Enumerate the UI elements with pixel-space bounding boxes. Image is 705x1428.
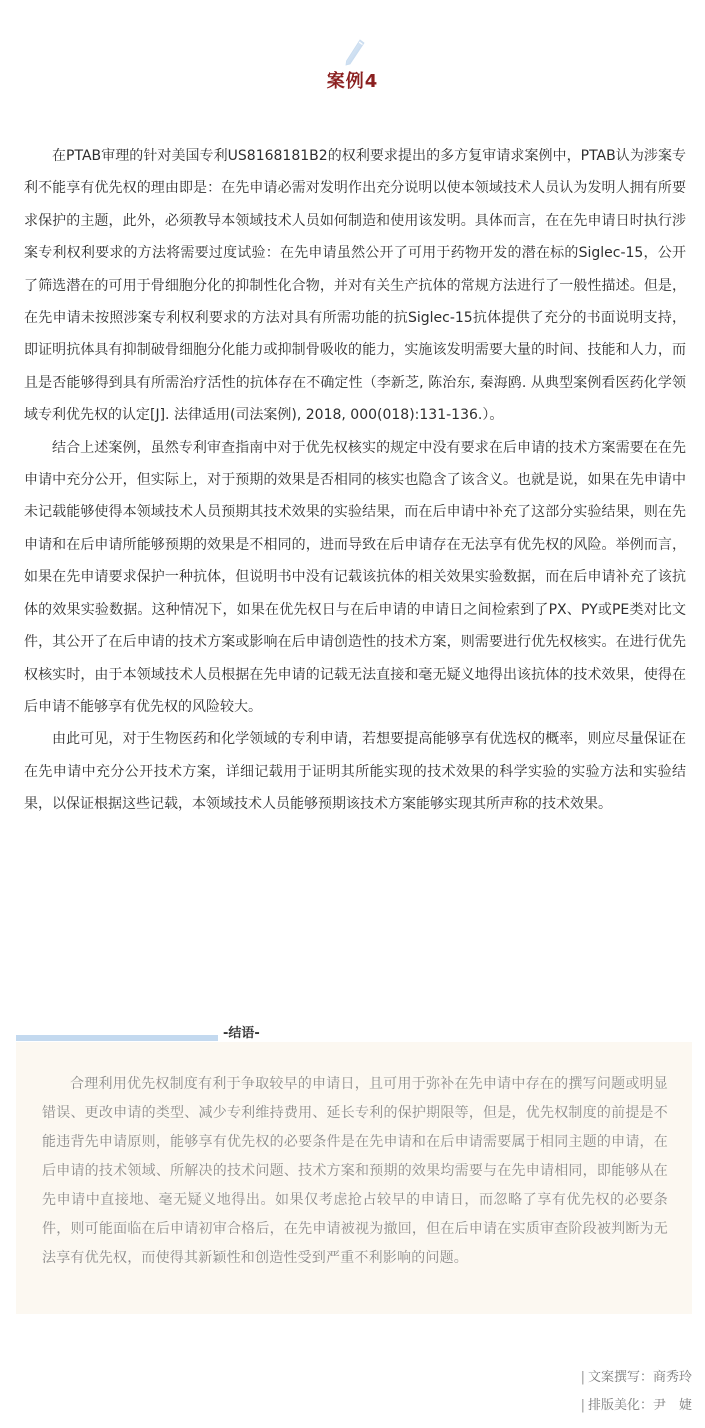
credits xyxy=(581,1364,692,1420)
conclusion-text: 合理利用优先权制度有利于争取较早的申请日，且可用于弥补在先申请中存在的撰写问题或明显错误、更改申请的类型、减少专利维持费用、延长专利的保护期限等，但是，优先权制度的前提是不能违背先申请原则，能够享有优先权的必要条件是在先申请和在后申请需要属于相同主题的申请，在后申请的技术领域、所解决的技术问题、技术方案和预期的效果均需要与在先申请相同，即能够从在先申请中直接地、毫无疑义地得出。如果仅考虑抢占较早的申请日，而忽略了享有优先权的必要条件，则可能面临在后申请初审合格后，在先申请被视为撤回，但在后申请在实质审查阶段被判断为无法享有优先权，而使得其新颖性和创造性受到严重不利影响的问题。 xyxy=(42,1076,668,1266)
conclusion-box xyxy=(16,1042,692,1314)
pen-icon xyxy=(335,34,371,70)
article-paragraph: 结合上述案例，虽然专利审查指南中对于优先权核实的规定中没有要求在后申请的技术方案需要在在先申请中充分公开，但实际上，对于预期的效果是否相同的核实也隐含了该含义。也就是说，如果在先申请中未记载能够使得本领域技术人员预期其技术效果的实验结果，而在后申请中补充了这部分实验结果，则在先申请和在后申请所能够预期的效果是不相同的，进而导致在后申请存在无法享有优先权的风险。举例而言，如果在先申请要求保护一种抗体，但说明书中没有记载该抗体的相关效果实验数据，而在后申请补充了该抗体的效果实验数据。这种情况下，如果在优先权日与在后申请的申请日之间检索到了PX、PY或PE类对比文件，其公开了在后申请的技术方案或影响在后申请创造性的技术方案，则需要进行优先权核实。在进行优先权核实时，由于本领域技术人员根据在先申请的记载无法直接和毫无疑义地得出该抗体的技术效果，使得在后申请不能够享有优先权的风险较大。 xyxy=(24,439,686,715)
credit-layout xyxy=(581,1392,692,1420)
article-body xyxy=(24,140,686,821)
article-paragraph: 由此可见，对于生物医药和化学领域的专利申请，若想要提高能够享有优选权的概率，则应尽量保证在在先申请中充分公开技术方案，详细记载用于证明其所能实现的技术效果的科学实验的实验方法和实验结果，以保证根据这些记载，本领域技术人员能够预期该技术方案能够实现其所声称的技术效果。 xyxy=(24,731,686,813)
case-title: 案例4 xyxy=(326,71,379,92)
conclusion-label: -结语- xyxy=(223,1026,260,1041)
divider-bar xyxy=(16,1035,218,1041)
credit-layout-text: 排版美化：尹 婕 xyxy=(587,1398,692,1413)
credit-author-text: 文案撰写：商秀玲 xyxy=(587,1370,692,1385)
case-header xyxy=(0,34,705,94)
credit-author xyxy=(581,1364,692,1392)
article-paragraph: 在PTAB审理的针对美国专利US8168181B2的权利要求提出的多方复审请求案例中，PTAB认为涉案专利不能享有优先权的理由即是：在先申请必需对发明作出充分说明以使本领域技术人员认为发明人拥有所要求保护的主题，此外，必须教导本领域技术人员如何制造和使用该发明。具体而言，在在先申请日时执行涉案专利权利要求的方法将需要过度试验：在先申请虽然公开了可用于药物开发的潜在标的Siglec-15，公开了筛选潜在的可用于骨细胞分化的抑制性化合物，并对有关生产抗体的常规方法进行了一般性描述。但是，在先申请未按照涉案专利权利要求的方法对具有所需功能的抗Siglec-15抗体提供了充分的书面说明支持，即证明抗体具有抑制破骨细胞分化能力或抑制骨吸收的能力，实施该发明需要大量的时间、技能和人力，而且是否能够得到具有所需治疗活性的抗体存在不确定性（李新芝, 陈治东, 秦海鸥. 从典型案例看医药化学领域专利优先权的认定[J]. 法律适用(司法案例), 2018, 000(018):131-136.）。 xyxy=(24,148,686,424)
credit-separator: | xyxy=(580,1370,585,1385)
credit-separator: | xyxy=(580,1398,585,1413)
